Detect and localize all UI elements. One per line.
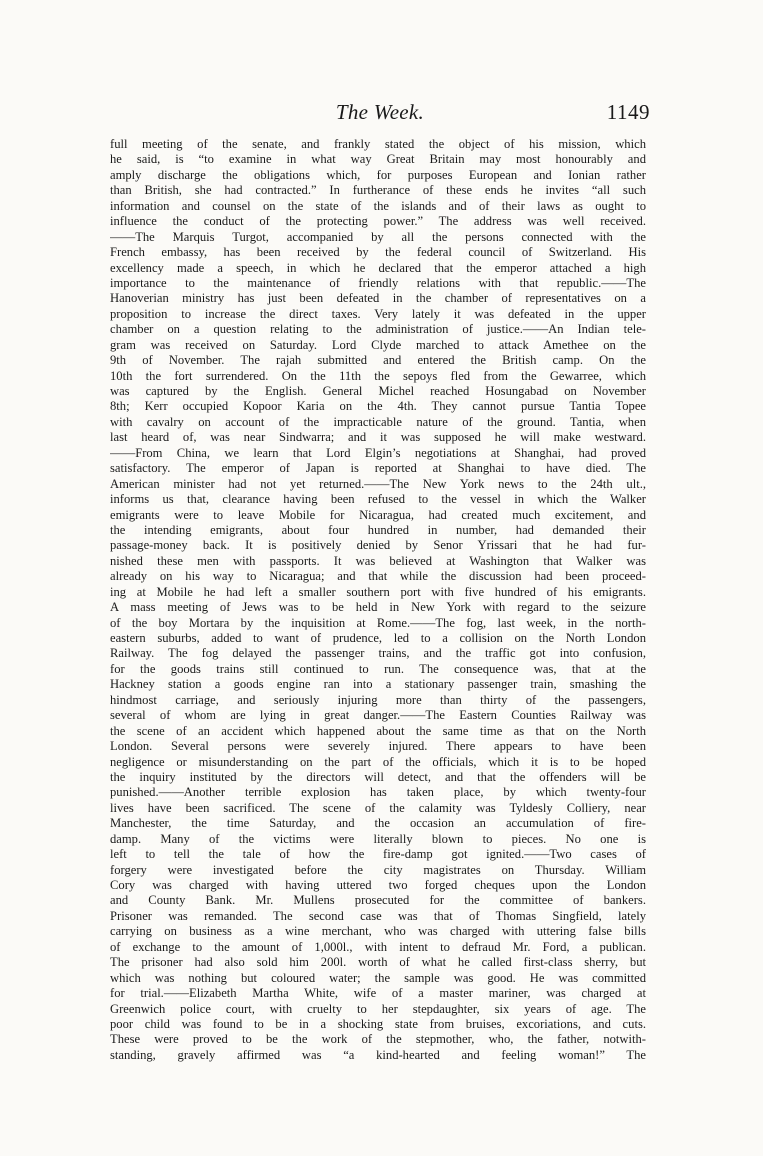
text-line: A mass meeting of Jews was to be held in New York with regard to the seizure bbox=[110, 600, 646, 615]
text-line: and County Bank. Mr. Mullens prosecuted for the committee of bankers. bbox=[110, 893, 646, 908]
text-line: American minister had not yet returned.——The New York news to the 24th ult., bbox=[110, 476, 646, 491]
text-line: amply discharge the obligations which, for purposes European and Ionian rather bbox=[110, 167, 646, 182]
text-line: was captured by the English. General Michel reached Hosungabad on November bbox=[110, 384, 646, 398]
text-line: emigrants were to leave Mobile for Nicaragua, had created much excitement, and bbox=[110, 507, 646, 522]
text-line: the inquiry instituted by the directors will detect, and that the offenders will be bbox=[110, 769, 646, 784]
text-line: The prisoner had also sold him 200l. worth of what he called first-class sherry, but bbox=[110, 955, 646, 970]
text-line: ing at Mobile he had left a smaller southern port with five hundred of his emigrants. bbox=[110, 584, 646, 599]
text-line: information and counsel on the state of the islands and of their laws as ought to bbox=[110, 198, 646, 213]
text-line: full meeting of the senate, and frankly stated the object of his mission, which bbox=[110, 137, 646, 151]
text-line: importance to the maintenance of friendly relations with that republic.——The bbox=[110, 275, 646, 290]
text-line: influence the conduct of the protecting power.” The address was well received. bbox=[110, 214, 646, 229]
text-line: damp. Many of the victims were literally blown to pieces. No one is bbox=[110, 831, 646, 846]
text-line: for trial.——Elizabeth Martha White, wife of a master mariner, was charged at bbox=[110, 986, 646, 1001]
article-body bbox=[110, 137, 646, 1063]
text-line: Hackney station a goods engine ran into a stationary passenger train, smashing the bbox=[110, 677, 646, 692]
text-line: eastern suburbs, added to want of prudence, led to a collision on the North London bbox=[110, 631, 646, 645]
text-line: These were proved to be the work of the stepmother, who, the father, notwith- bbox=[110, 1032, 646, 1047]
text-line: the scene of an accident which happened about the same time as that on the North bbox=[110, 723, 646, 738]
text-line: hindmost carriage, and seriously injuring more than thirty of the passengers, bbox=[110, 692, 646, 707]
text-line: several of whom are lying in great danger.——The Eastern Counties Railway was bbox=[110, 708, 646, 723]
text-line: 10th the fort surrendered. On the 11th the sepoys fled from the Gewarree, which bbox=[110, 368, 646, 383]
text-line: excellency made a speech, in which he declared that the emperor attached a high bbox=[110, 260, 646, 275]
text-line: already on his way to Nicaragua; and that while the discussion had been proceed- bbox=[110, 569, 646, 584]
text-line: carrying on business as a wine merchant, who was charged with uttering false bills bbox=[110, 924, 646, 939]
text-line: Hanoverian ministry has just been defeated in the chamber of representatives on a bbox=[110, 291, 646, 306]
text-line: 8th; Kerr occupied Kopoor Karia on the 4th. They cannot pursue Tantia Topee bbox=[110, 399, 646, 414]
text-line: chamber on a question relating to the administration of justice.——An Indian tele- bbox=[110, 322, 646, 337]
text-line: than British, she had contracted.” In furtherance of these ends he invites “all such bbox=[110, 183, 646, 198]
text-line: gram was received on Saturday. Lord Clyde marched to attack Amethee on the bbox=[110, 337, 646, 352]
text-line: proposition to increase the direct taxes. Very lately it was defeated in the upper bbox=[110, 306, 646, 321]
text-line: lives have been sacrificed. The scene of the calamity was Tyldesly Colliery, near bbox=[110, 800, 646, 815]
text-line: informs us that, clearance having been refused to the vessel in which the Walker bbox=[110, 492, 646, 507]
text-line: left to tell the tale of how the fire-damp got ignited.——Two cases of bbox=[110, 847, 646, 862]
text-line: ——From China, we learn that Lord Elgin’s negotiations at Shanghai, had proved bbox=[110, 445, 646, 460]
text-line: French embassy, has been received by the federal council of Switzerland. His bbox=[110, 245, 646, 260]
text-line: London. Several persons were severely injured. There appears to have been bbox=[110, 739, 646, 754]
text-line: with cavalry on account of the impracticable nature of the ground. Tantia, when bbox=[110, 414, 646, 429]
page-header bbox=[110, 100, 650, 130]
running-title: The Week. bbox=[335, 100, 425, 124]
text-line: he said, is “to examine in what way Great Britain may most honourably and bbox=[110, 152, 646, 167]
text-line: punished.——Another terrible explosion has taken place, by which twenty-four bbox=[110, 785, 646, 800]
text-line: Railway. The fog delayed the passenger trains, and the traffic got into confusion, bbox=[110, 646, 646, 661]
text-line: negligence or misunderstanding on the part of the officials, which it is to be hoped bbox=[110, 754, 646, 769]
text-line: the intending emigrants, about four hundred in number, had demanded their bbox=[110, 522, 646, 537]
text-line: last heard of, was near Sindwarra; and it was supposed he will make westward. bbox=[110, 430, 646, 445]
text-line: which was nothing but coloured water; the sample was good. He was committed bbox=[110, 970, 646, 985]
text-line: forgery were investigated before the city magistrates on Thursday. William bbox=[110, 862, 646, 877]
text-line: 9th of November. The rajah submitted and entered the British camp. On the bbox=[110, 353, 646, 368]
text-line: standing, gravely affirmed was “a kind-hearted and feeling woman!” The bbox=[110, 1047, 646, 1062]
text-line: for the goods trains still continued to run. The consequence was, that at the bbox=[110, 661, 646, 676]
text-line: Prisoner was remanded. The second case was that of Thomas Singfield, lately bbox=[110, 908, 646, 923]
text-line: Greenwich police court, with cruelty to her stepdaughter, six years of age. The bbox=[110, 1001, 646, 1016]
text-line: of the boy Mortara by the inquisition at Rome.——The fog, last week, in the north- bbox=[110, 615, 646, 630]
text-line: Manchester, the time Saturday, and the occasion an accumulation of fire- bbox=[110, 816, 646, 831]
page-number: 1149 bbox=[606, 100, 650, 124]
text-line: satisfactory. The emperor of Japan is reported at Shanghai to have died. The bbox=[110, 461, 646, 476]
text-line: poor child was found to be in a shocking state from bruises, excoriations, and cuts. bbox=[110, 1016, 646, 1031]
text-line: Cory was charged with having uttered two forged cheques upon the London bbox=[110, 878, 646, 892]
text-line: nished these men with passports. It was believed at Washington that Walker was bbox=[110, 553, 646, 568]
text-line: passage-money back. It is positively denied by Senor Yrissari that he had fur- bbox=[110, 538, 646, 553]
text-line: of exchange to the amount of 1,000l., with intent to defraud Mr. Ford, a publican. bbox=[110, 939, 646, 954]
text-line: ——The Marquis Turgot, accompanied by all the persons connected with the bbox=[110, 229, 646, 244]
